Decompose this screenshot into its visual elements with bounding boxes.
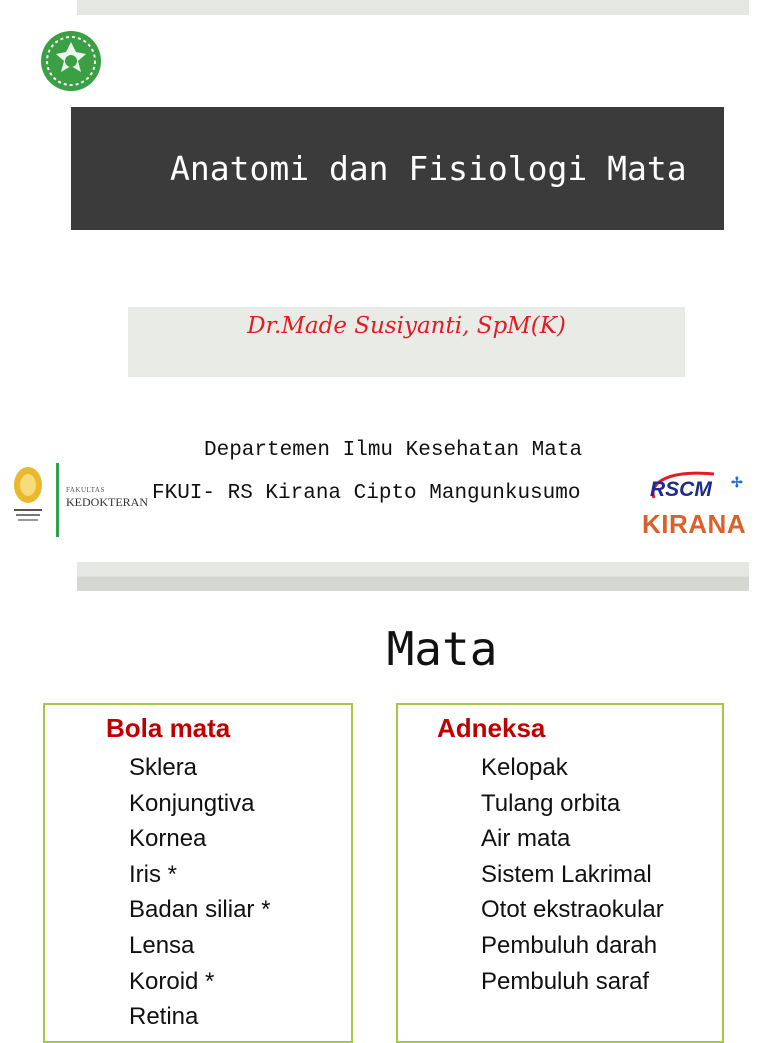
list-item: Sistem Lakrimal: [481, 860, 652, 888]
presentation-title: [71, 107, 724, 230]
rscm-brand: RSCM: [650, 478, 712, 501]
faculty-small-label: FAKULTAS: [66, 486, 105, 494]
right-panel-list: [481, 750, 664, 999]
list-item: Iris *: [129, 860, 177, 888]
faculty-logo-divider: [56, 463, 59, 537]
list-item: Kelopak: [481, 754, 568, 781]
department-line: Departemen Ilmu Kesehatan Mata: [204, 439, 583, 462]
left-panel-list: [129, 750, 270, 1035]
list-item: Pembuluh saraf: [481, 967, 650, 995]
right-panel-heading: Adneksa: [437, 713, 546, 743]
list-item: Sklera: [129, 754, 198, 781]
list-item: Otot ekstraokular: [481, 896, 664, 924]
author-box: [128, 307, 685, 377]
left-panel-heading: Bola mata: [106, 713, 231, 743]
faculty-name-label: KEDOKTERAN: [66, 495, 148, 509]
slide-bottom-bar: [77, 562, 749, 591]
list-item: Tulang orbita: [481, 789, 621, 817]
institution-line: FKUI- RS Kirana Cipto Mangunkusumo: [152, 482, 581, 505]
faculty-emblem-icon: [10, 463, 46, 533]
list-item: Koroid *: [129, 967, 215, 995]
slide2-title: Mata: [386, 622, 498, 676]
list-item: Air mata: [481, 825, 571, 853]
list-item: Retina: [129, 1003, 199, 1031]
list-item: Lensa: [129, 931, 195, 959]
list-item: Konjungtiva: [129, 789, 255, 817]
title-text: Anatomi dan Fisiologi Mata: [170, 149, 687, 188]
kirana-brand: KIRANA: [642, 509, 747, 539]
list-item: Pembuluh darah: [481, 931, 658, 959]
list-item: Badan siliar *: [129, 896, 271, 924]
slide-top-bar: [77, 0, 749, 15]
university-seal-icon: [40, 30, 102, 92]
plus-icon: ✢: [731, 474, 743, 490]
list-item: Kornea: [129, 825, 207, 853]
author-name: Dr.Made Susiyanti, SpM(K): [247, 313, 566, 339]
